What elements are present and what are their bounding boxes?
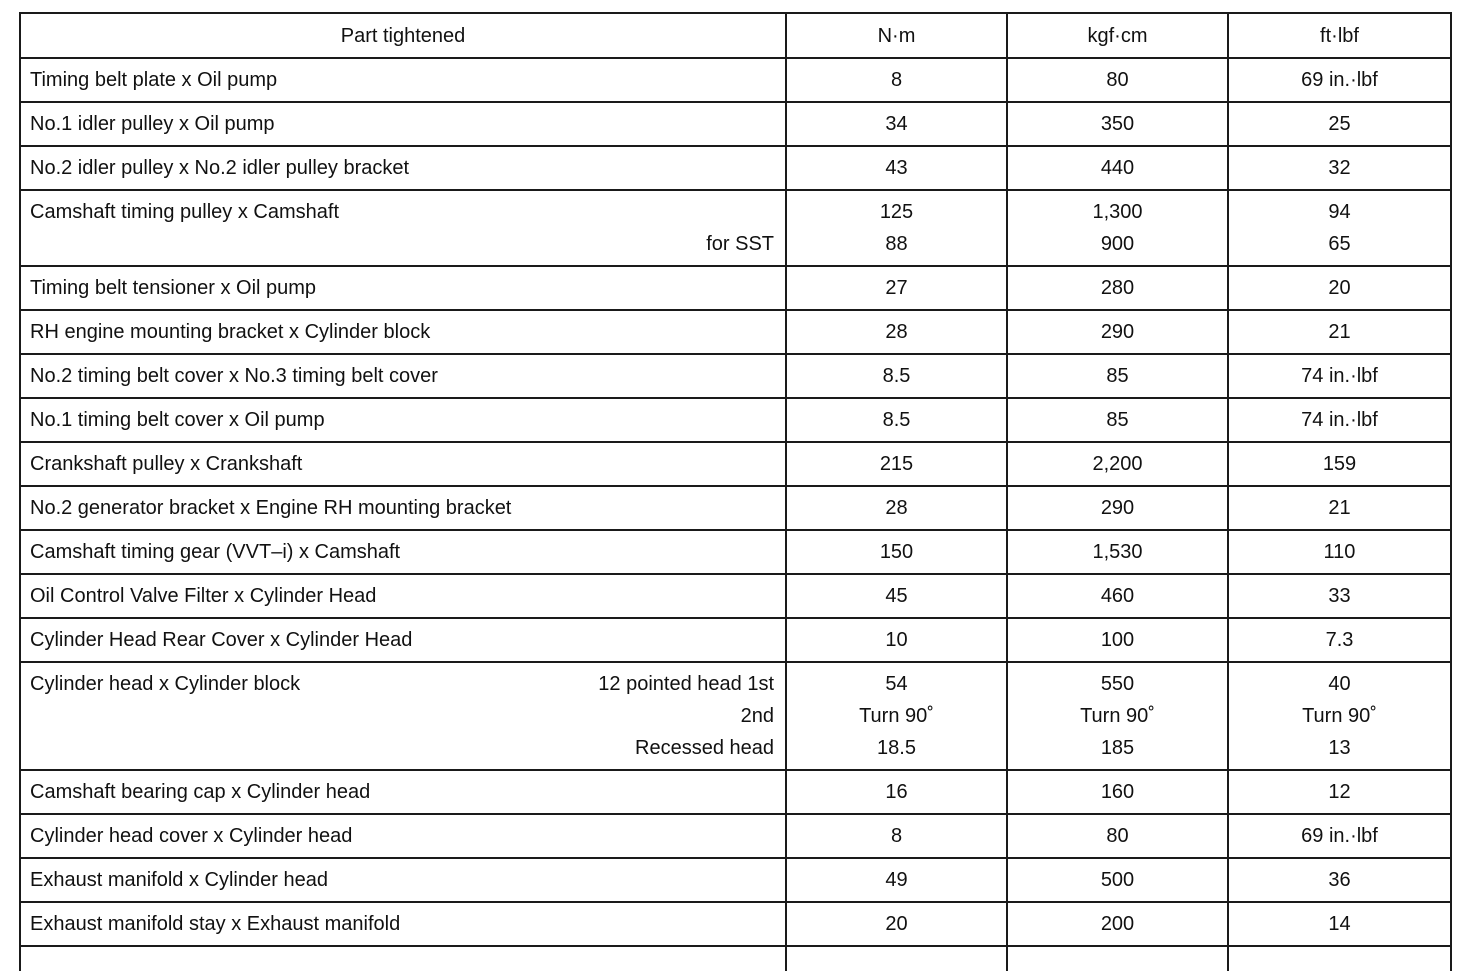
nm-value: 49 — [885, 869, 908, 891]
ft-cell — [1228, 354, 1451, 398]
part-name: Camshaft bearing cap x Cylinder head — [30, 781, 371, 803]
table-row — [20, 190, 1451, 266]
continuation-cell — [20, 946, 786, 971]
table-header — [20, 13, 1451, 58]
nm-cell — [786, 398, 1007, 442]
ft-cell — [1228, 102, 1451, 146]
nm-cell — [786, 618, 1007, 662]
kgf-value: 85 — [1106, 365, 1129, 387]
ft-cell — [1228, 858, 1451, 902]
kgf-cell — [1007, 102, 1228, 146]
kgf-value: 100 — [1100, 629, 1135, 651]
continuation-cell — [786, 946, 1007, 971]
part-cell — [20, 858, 786, 902]
kgf-value: 550 — [1100, 673, 1135, 695]
kgf-value: 2,200 — [1092, 453, 1143, 475]
part-cell — [20, 814, 786, 858]
part-name: Crankshaft pulley x Crankshaft — [30, 453, 303, 475]
table-row — [20, 814, 1451, 858]
table-row — [20, 662, 1451, 770]
nm-cell — [786, 266, 1007, 310]
ft-value: 25 — [1328, 113, 1351, 135]
table-row — [20, 574, 1451, 618]
ft-cell — [1228, 146, 1451, 190]
kgf-cell — [1007, 354, 1228, 398]
table-row — [20, 618, 1451, 662]
ft-cell — [1228, 266, 1451, 310]
part-cell — [20, 58, 786, 102]
kgf-value: 160 — [1100, 781, 1135, 803]
table-row — [20, 858, 1451, 902]
nm-cell — [786, 354, 1007, 398]
table-row — [20, 102, 1451, 146]
part-sub-label-first: 12 pointed head 1st — [598, 673, 774, 695]
header-ft-lbf: ft·lbf — [1228, 13, 1451, 58]
ft-cell — [1228, 58, 1451, 102]
kgf-value: 85 — [1106, 409, 1129, 431]
table-row — [20, 530, 1451, 574]
kgf-value: 80 — [1106, 69, 1129, 91]
nm-value: 27 — [885, 277, 908, 299]
nm-value: 8.5 — [882, 409, 911, 431]
part-sub-label: for SST — [706, 233, 774, 255]
table-row — [20, 442, 1451, 486]
nm-cell — [786, 190, 1007, 266]
ft-value: 20 — [1328, 277, 1351, 299]
table-row — [20, 310, 1451, 354]
continuation-cell — [1228, 946, 1451, 971]
part-cell — [20, 530, 786, 574]
torque-specification-sheet — [19, 12, 1450, 971]
part-cell — [20, 190, 786, 266]
table-row — [20, 354, 1451, 398]
ft-value-recessed: 13 — [1328, 737, 1351, 759]
ft-value: 69 in.·lbf — [1301, 69, 1378, 91]
kgf-value: 1,300 — [1092, 201, 1143, 223]
kgf-value: 290 — [1100, 321, 1135, 343]
kgf-value: 280 — [1100, 277, 1135, 299]
part-cell — [20, 574, 786, 618]
ft-value: 32 — [1328, 157, 1351, 179]
kgf-cell — [1007, 398, 1228, 442]
nm-cell — [786, 814, 1007, 858]
part-cell — [20, 486, 786, 530]
ft-value: 33 — [1328, 585, 1351, 607]
ft-value: 69 in.·lbf — [1301, 825, 1378, 847]
kgf-value: 350 — [1100, 113, 1135, 135]
ft-cell — [1228, 442, 1451, 486]
table-body — [20, 58, 1451, 971]
nm-value: 8 — [890, 69, 903, 91]
part-name: Cylinder Head Rear Cover x Cylinder Head — [30, 629, 413, 651]
part-cell — [20, 310, 786, 354]
kgf-cell — [1007, 814, 1228, 858]
part-name: Cylinder head cover x Cylinder head — [30, 825, 353, 847]
part-name: RH engine mounting bracket x Cylinder block — [30, 321, 431, 343]
ft-value: 159 — [1322, 453, 1357, 475]
header-kgf-cm: kgf·cm — [1007, 13, 1228, 58]
part-cell — [20, 662, 786, 770]
table-row — [20, 770, 1451, 814]
nm-value: 28 — [885, 321, 908, 343]
header-nm: N·m — [786, 13, 1007, 58]
kgf-value: 460 — [1100, 585, 1135, 607]
ft-cell — [1228, 486, 1451, 530]
ft-value: 74 in.·lbf — [1301, 365, 1378, 387]
nm-value: 8.5 — [882, 365, 911, 387]
ft-cell — [1228, 190, 1451, 266]
part-name: Exhaust manifold x Cylinder head — [30, 869, 328, 891]
part-name: Oil Control Valve Filter x Cylinder Head — [30, 585, 377, 607]
ft-value: 21 — [1328, 321, 1351, 343]
kgf-cell — [1007, 530, 1228, 574]
kgf-cell — [1007, 662, 1228, 770]
nm-cell — [786, 58, 1007, 102]
kgf-value-sst: 900 — [1100, 233, 1135, 255]
kgf-value-recessed: 185 — [1100, 737, 1135, 759]
kgf-value: 290 — [1100, 497, 1135, 519]
kgf-cell — [1007, 58, 1228, 102]
ft-value: 21 — [1328, 497, 1351, 519]
kgf-cell — [1007, 486, 1228, 530]
table-row-continuation — [20, 946, 1451, 971]
part-cell — [20, 398, 786, 442]
part-cell — [20, 102, 786, 146]
ft-cell — [1228, 770, 1451, 814]
ft-cell — [1228, 662, 1451, 770]
kgf-value: 200 — [1100, 913, 1135, 935]
part-cell — [20, 146, 786, 190]
nm-cell — [786, 486, 1007, 530]
kgf-value: 440 — [1100, 157, 1135, 179]
table-row — [20, 58, 1451, 102]
ft-cell — [1228, 530, 1451, 574]
part-cell — [20, 354, 786, 398]
ft-value-second: Turn 90˚ — [1302, 705, 1377, 727]
nm-cell — [786, 902, 1007, 946]
nm-cell — [786, 574, 1007, 618]
ft-cell — [1228, 902, 1451, 946]
table-row — [20, 902, 1451, 946]
part-name: Timing belt tensioner x Oil pump — [30, 277, 317, 299]
part-name: Timing belt plate x Oil pump — [30, 69, 278, 91]
nm-cell — [786, 770, 1007, 814]
kgf-cell — [1007, 190, 1228, 266]
part-cell — [20, 902, 786, 946]
part-name: Camshaft timing pulley x Camshaft — [30, 201, 340, 223]
nm-value: 125 — [879, 201, 914, 223]
table-row — [20, 398, 1451, 442]
ft-cell — [1228, 310, 1451, 354]
nm-cell — [786, 310, 1007, 354]
ft-cell — [1228, 398, 1451, 442]
table-row — [20, 486, 1451, 530]
kgf-cell — [1007, 146, 1228, 190]
part-cell — [20, 618, 786, 662]
kgf-cell — [1007, 574, 1228, 618]
ft-value: 36 — [1328, 869, 1351, 891]
kgf-cell — [1007, 770, 1228, 814]
kgf-cell — [1007, 266, 1228, 310]
nm-value: 10 — [885, 629, 908, 651]
nm-cell — [786, 102, 1007, 146]
kgf-cell — [1007, 858, 1228, 902]
header-part-tightened: Part tightened — [20, 13, 786, 58]
ft-cell — [1228, 618, 1451, 662]
part-cell — [20, 770, 786, 814]
table-row — [20, 146, 1451, 190]
nm-value: 8 — [890, 825, 903, 847]
kgf-cell — [1007, 310, 1228, 354]
part-name: Camshaft timing gear (VVT–i) x Camshaft — [30, 541, 401, 563]
ft-cell — [1228, 814, 1451, 858]
part-name: Cylinder head x Cylinder block — [30, 673, 301, 695]
ft-value: 12 — [1328, 781, 1351, 803]
kgf-cell — [1007, 442, 1228, 486]
nm-value: 54 — [885, 673, 908, 695]
part-name: No.1 idler pulley x Oil pump — [30, 113, 275, 135]
ft-value: 40 — [1328, 673, 1351, 695]
kgf-value: 500 — [1100, 869, 1135, 891]
torque-table — [19, 12, 1452, 971]
nm-value: 45 — [885, 585, 908, 607]
part-name: No.2 timing belt cover x No.3 timing belt cover — [30, 365, 438, 387]
part-name: No.2 idler pulley x No.2 idler pulley bracket — [30, 157, 410, 179]
kgf-value-second: Turn 90˚ — [1080, 705, 1155, 727]
nm-value: 20 — [885, 913, 908, 935]
part-name: Exhaust manifold stay x Exhaust manifold — [30, 913, 401, 935]
ft-value: 110 — [1323, 541, 1356, 563]
kgf-cell — [1007, 618, 1228, 662]
kgf-value: 1,530 — [1092, 541, 1143, 563]
continuation-cell — [1007, 946, 1228, 971]
part-name-line — [30, 668, 774, 700]
nm-cell — [786, 530, 1007, 574]
kgf-value: 80 — [1106, 825, 1129, 847]
nm-value-recessed: 18.5 — [877, 737, 916, 759]
nm-value: 34 — [885, 113, 908, 135]
nm-cell — [786, 442, 1007, 486]
ft-value: 7.3 — [1325, 629, 1354, 651]
nm-value: 150 — [879, 541, 914, 563]
nm-value-sst: 88 — [885, 233, 908, 255]
nm-value: 28 — [885, 497, 908, 519]
nm-value: 16 — [885, 781, 908, 803]
nm-value-second: Turn 90˚ — [859, 705, 934, 727]
part-name: No.1 timing belt cover x Oil pump — [30, 409, 325, 431]
ft-value: 94 — [1328, 201, 1351, 223]
part-cell — [20, 442, 786, 486]
ft-value-sst: 65 — [1328, 233, 1351, 255]
part-sub-label-second: 2nd — [740, 705, 774, 727]
nm-value: 215 — [879, 453, 914, 475]
nm-cell — [786, 146, 1007, 190]
part-cell — [20, 266, 786, 310]
ft-value: 14 — [1328, 913, 1351, 935]
part-sub-label-recessed: Recessed head — [635, 737, 774, 759]
header-row — [20, 13, 1451, 58]
kgf-cell — [1007, 902, 1228, 946]
part-name: No.2 generator bracket x Engine RH mounting bracket — [30, 497, 512, 519]
nm-cell — [786, 858, 1007, 902]
ft-cell — [1228, 574, 1451, 618]
ft-value: 74 in.·lbf — [1301, 409, 1378, 431]
nm-value: 43 — [885, 157, 908, 179]
table-row — [20, 266, 1451, 310]
nm-cell — [786, 662, 1007, 770]
